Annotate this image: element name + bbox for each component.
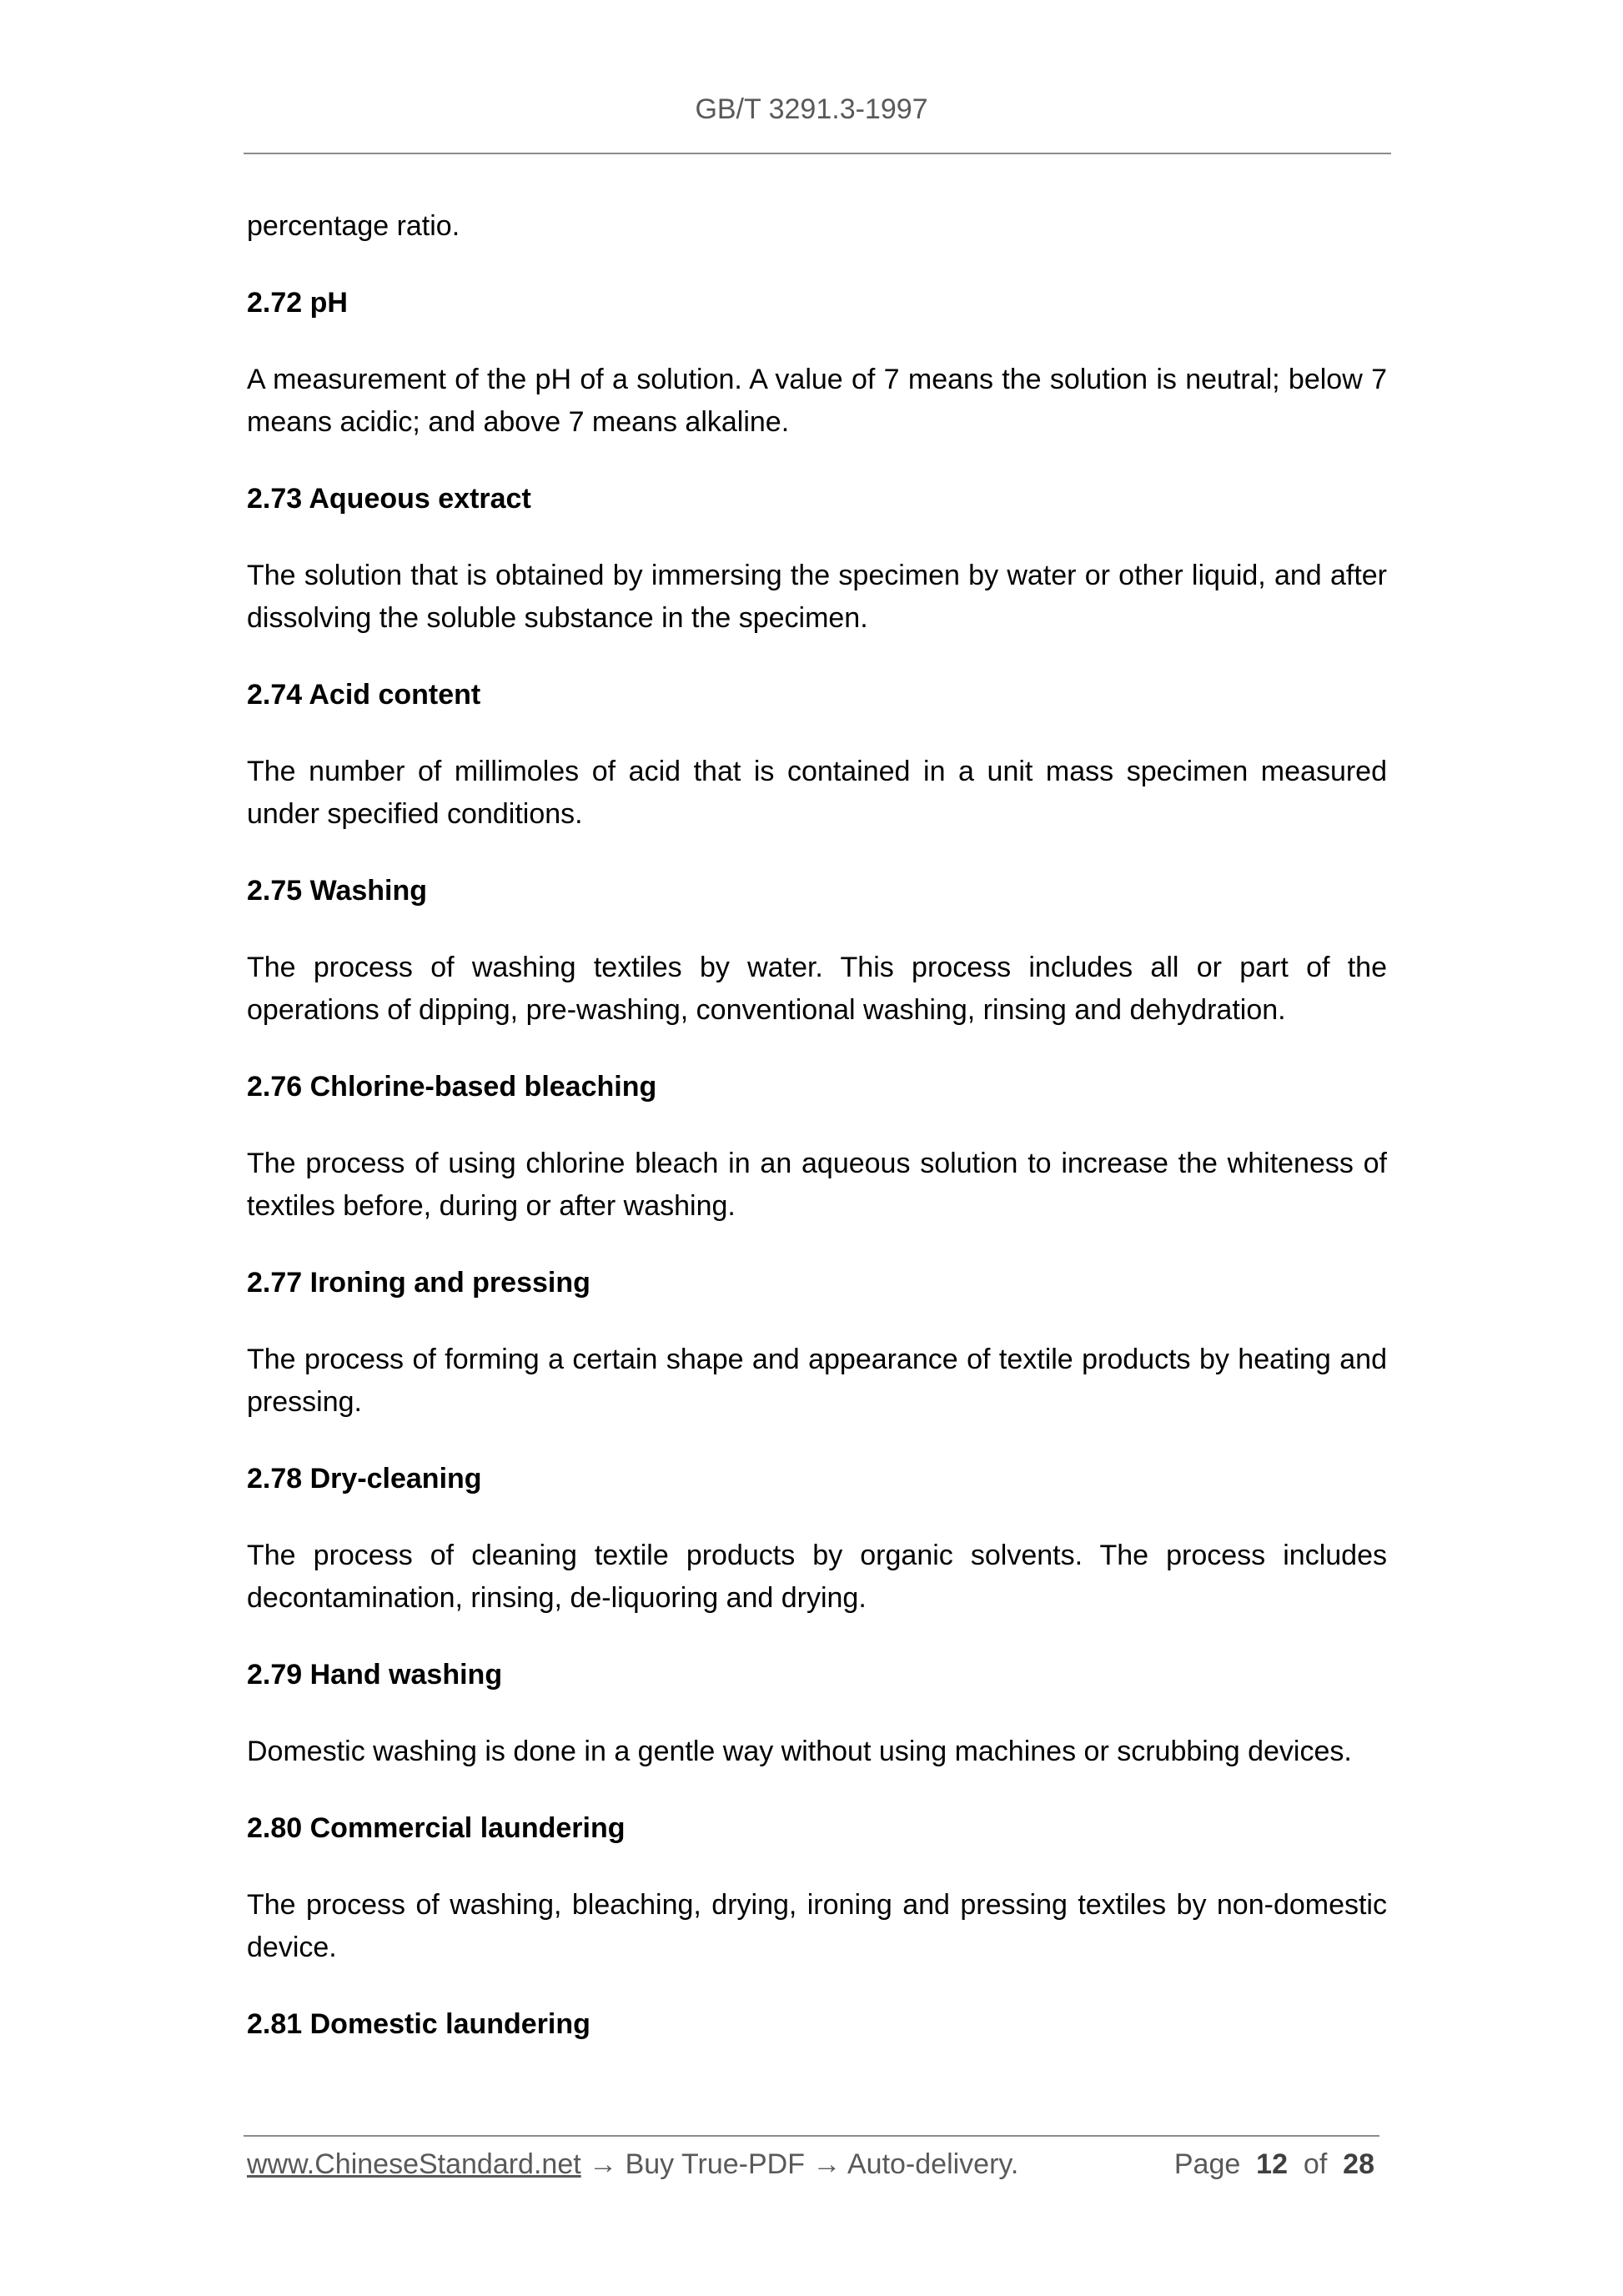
of-label: of [1303,2148,1328,2180]
section-text: The process of washing, bleaching, drying, ironing and pressing textiles by non-domestic device. [247,1889,1387,1963]
header-divider [244,153,1391,154]
total-pages: 28 [1343,2148,1374,2180]
section-text: A measurement of the pH of a solution. A value of 7 means the solution is neutral; below 7 means acidic; and above 7 means alkaline. [247,364,1387,438]
section-text: Domestic washing is done in a gentle way without using machines or scrubbing devices. [247,1736,1352,1767]
section-text: The number of millimoles of acid that is contained in a unit mass specimen measured under specified conditions. [247,756,1387,830]
section-text: The solution that is obtained by immersing the specimen by water or other liquid, and after dissolving the soluble substance in the specimen. [247,560,1387,634]
section-heading: 2.75 Washing [247,875,428,907]
section-heading: 2.72 pH [247,287,348,319]
page-number [1174,2145,1374,2183]
section-heading: 2.79 Hand washing [247,1659,503,1691]
page-footer [247,2145,1374,2183]
section-heading: 2.80 Commercial laundering [247,1812,626,1844]
section-heading: 2.76 Chlorine-based bleaching [247,1071,657,1103]
page-label: Page [1173,2148,1241,2180]
footer-divider [244,2135,1379,2137]
footer-promo [247,2145,1018,2183]
section-heading: 2.81 Domestic laundering [247,2008,590,2040]
document-body [247,205,1387,2080]
section-heading: 2.77 Ironing and pressing [247,1267,590,1299]
section-heading: 2.78 Dry-cleaning [247,1463,482,1495]
section-heading: 2.73 Aqueous extract [247,483,531,515]
footer-tagline: → Buy True-PDF → Auto-delivery. [580,2148,1019,2180]
current-page: 12 [1256,2148,1288,2180]
website-link[interactable]: www.ChineseStandard.net [247,2148,581,2180]
section-text: The process of washing textiles by water. This process includes all or part of the operations of dipping, pre-washing, conventional washing, rinsing and dehydration. [247,952,1387,1026]
section-heading: 2.74 Acid content [247,679,481,711]
section-text: The process of cleaning textile products by organic solvents. The process includes decontamination, rinsing, de-liquoring and drying. [247,1540,1387,1614]
paragraph: percentage ratio. [247,210,460,242]
document-header: GB/T 3291.3-1997 [695,93,928,125]
section-text: The process of forming a certain shape and appearance of textile products by heating and pressing. [247,1344,1387,1418]
section-text: The process of using chlorine bleach in an aqueous solution to increase the whiteness of textiles before, during or after washing. [247,1148,1387,1222]
